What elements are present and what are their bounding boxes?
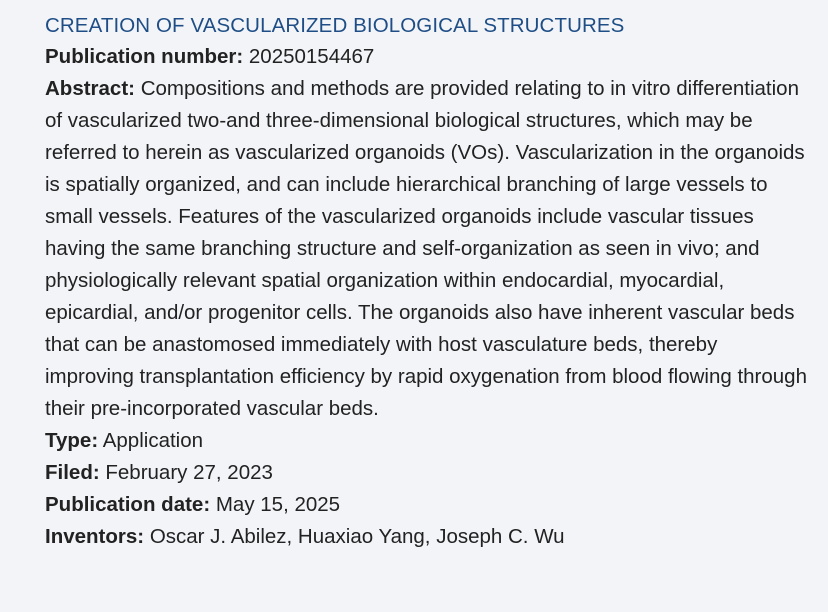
- filed-label: Filed:: [45, 461, 100, 484]
- type-value: Application: [102, 429, 204, 452]
- inventors-label: Inventors:: [45, 525, 145, 548]
- type-label: Type:: [45, 429, 99, 452]
- publication-number-label: Publication number:: [45, 45, 244, 68]
- publication-date-row: [45, 489, 808, 521]
- abstract-label: Abstract:: [45, 77, 135, 100]
- type-row: [45, 425, 808, 457]
- filed-row: [45, 457, 808, 489]
- inventors-row: [45, 521, 808, 553]
- publication-number-value: 20250154467: [248, 45, 375, 68]
- abstract-row: [45, 73, 810, 425]
- publication-number-row: [45, 41, 808, 73]
- publication-date-value: May 15, 2025: [215, 493, 341, 516]
- publication-date-label: Publication date:: [45, 493, 211, 516]
- patent-title-link[interactable]: CREATION OF VASCULARIZED BIOLOGICAL STRUCTURES: [45, 14, 625, 37]
- inventors-value: Oscar J. Abilez, Huaxiao Yang, Joseph C. Wu: [149, 525, 565, 548]
- filed-value: February 27, 2023: [105, 461, 273, 484]
- abstract-text: Compositions and methods are provided relating to in vitro differentiation of vascularized two-and three-dimensional biological structures, which may be referred to herein as vascularized organoids (VOs). Vascularization in the organoids is spatially organized, and can include hierarchical branching of large vessels to small vessels. Features of the vascularized organoids include vascular tissues having the same branching structure and self-organization as seen in vivo; and physiologically relevant spatial organization within endocardial, myocardial, epicardial, and/or progenitor cells. The organoids also have inherent vascular beds that can be anastomosed immediately with host vasculature beds, thereby improving transplantation efficiency by rapid oxygenation from blood flowing through their pre-incorporated vascular beds.: [45, 77, 807, 420]
